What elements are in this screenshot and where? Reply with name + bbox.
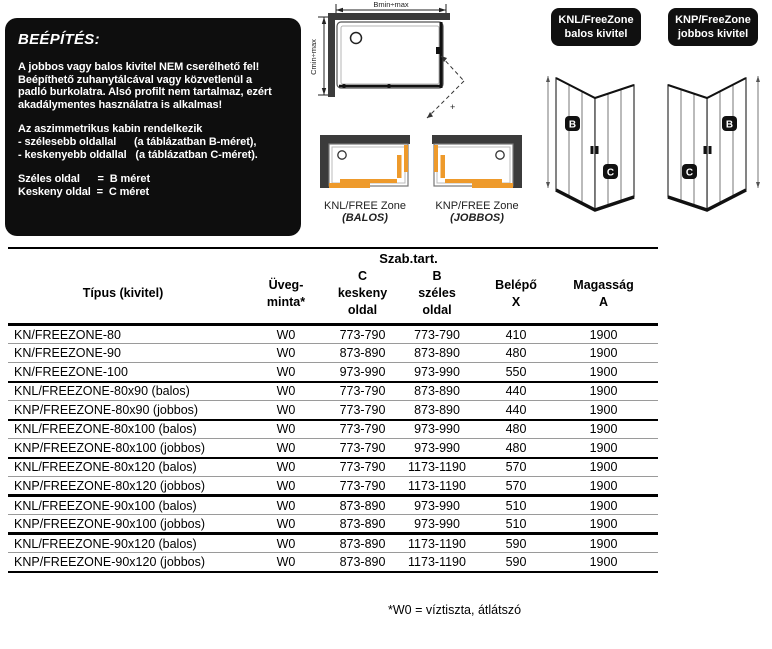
col-header-b-szeles: B széles oldal	[391, 268, 483, 325]
info-line: - keskenyebb oldallal (a táblázatban C-méret).	[18, 148, 258, 161]
shower-tray	[337, 22, 443, 88]
orange-door-bar	[404, 145, 408, 172]
empty-header	[8, 248, 238, 268]
value-cell: 1900	[549, 496, 658, 515]
table-row	[8, 515, 658, 534]
b-dimension-label: Bmin÷max	[373, 0, 409, 9]
value-cell: 590	[483, 553, 549, 572]
svg-text:B: B	[725, 119, 734, 131]
value-cell: 1900	[549, 401, 658, 420]
value-cell: 973-990	[391, 515, 483, 534]
value-cell: 773-790	[391, 325, 483, 344]
value-cell: W0	[238, 363, 334, 382]
variant-badge-line: KNP/FreeZone	[675, 14, 751, 26]
info-line: Az aszimmetrikus kabin rendelkezik	[18, 123, 203, 136]
iso-diagram-knp	[659, 68, 764, 223]
type-cell: KNP/FREEZONE-90x120 (jobbos)	[8, 553, 238, 572]
table-row	[8, 325, 658, 344]
variant-badge-line: jobbos kivitel	[677, 28, 749, 40]
type-cell: KN/FREEZONE-80	[8, 325, 238, 344]
value-cell: 973-990	[391, 439, 483, 458]
empty-header	[549, 248, 658, 268]
value-cell: W0	[238, 534, 334, 553]
value-cell: 1173-1190	[391, 553, 483, 572]
value-cell: W0	[238, 344, 334, 363]
value-cell: 410	[483, 325, 549, 344]
value-cell: 873-890	[334, 515, 391, 534]
value-cell: 550	[483, 363, 549, 382]
mini-diagram-knl	[310, 134, 420, 224]
glass-footnote: *W0 = víztiszta, átlátszó	[388, 603, 522, 617]
door-handle	[436, 47, 440, 54]
info-line: A jobbos vagy balos kivitel NEM cserélhető fel!	[18, 61, 260, 73]
value-cell: 773-790	[334, 458, 391, 477]
variant-badge-knp	[668, 8, 758, 46]
table-row	[8, 344, 658, 363]
spec-table	[8, 247, 658, 573]
value-cell: 1900	[549, 553, 658, 572]
knp-diagram-subtitle: (JOBBOS)	[450, 212, 504, 224]
value-cell: 973-990	[391, 420, 483, 439]
table-row	[8, 420, 658, 439]
svg-text:C: C	[685, 167, 694, 179]
value-cell: 773-790	[334, 439, 391, 458]
type-cell: KNP/FREEZONE-80x100 (jobbos)	[8, 439, 238, 458]
knl-iso-drawing	[543, 68, 643, 218]
iso-diagram-knl	[543, 68, 643, 223]
value-cell: 773-790	[334, 382, 391, 401]
value-cell: 1900	[549, 515, 658, 534]
knl-diagram-subtitle: (BALOS)	[342, 212, 388, 224]
info-paragraph-1	[18, 61, 288, 111]
svg-text:C: C	[606, 167, 615, 179]
value-cell: 873-890	[334, 534, 391, 553]
table-row	[8, 401, 658, 420]
value-cell: 1900	[549, 363, 658, 382]
table-row	[8, 534, 658, 553]
value-cell: 873-890	[334, 553, 391, 572]
knp-iso-drawing	[659, 68, 764, 218]
type-cell: KN/FREEZONE-100	[8, 363, 238, 382]
knp-diagram-title: KNP/FREE Zone	[435, 200, 519, 212]
value-cell: 973-990	[334, 363, 391, 382]
table-span-header-row	[8, 248, 658, 268]
value-cell: 1900	[549, 382, 658, 401]
knl-plan-drawing	[316, 134, 414, 192]
type-cell: KNP/FREEZONE-80x90 (jobbos)	[8, 401, 238, 420]
value-cell: W0	[238, 553, 334, 572]
value-cell: 1173-1190	[391, 534, 483, 553]
value-cell: 480	[483, 344, 549, 363]
table-row	[8, 382, 658, 401]
left-wall	[328, 13, 335, 97]
value-cell: 773-790	[334, 420, 391, 439]
value-cell: 973-990	[391, 363, 483, 382]
value-cell: W0	[238, 496, 334, 515]
table-row	[8, 458, 658, 477]
span-header-szab-tart: Szab.tart.	[334, 248, 483, 268]
empty-header	[238, 248, 334, 268]
value-cell: 1173-1190	[391, 477, 483, 496]
plan-view-diagram	[303, 0, 483, 135]
svg-text:B: B	[568, 119, 577, 131]
table-row	[8, 363, 658, 382]
value-cell: 1173-1190	[391, 458, 483, 477]
value-cell: 873-890	[391, 401, 483, 420]
spec-table-body	[8, 325, 658, 572]
mini-diagram-knp	[422, 134, 532, 224]
top-wall	[328, 13, 450, 20]
door-handle	[591, 146, 594, 154]
installation-info-box	[5, 18, 301, 236]
table-row	[8, 439, 658, 458]
col-header-belepo-x: Belépő X	[483, 268, 549, 325]
value-cell: 440	[483, 401, 549, 420]
plan-view-drawing	[303, 0, 483, 130]
table-header-row	[8, 268, 658, 325]
orange-door-bar	[329, 183, 370, 188]
value-cell: 873-890	[334, 344, 391, 363]
info-line: Keskeny oldal = C méret	[18, 185, 150, 198]
value-cell: W0	[238, 458, 334, 477]
drain-circle	[338, 151, 346, 159]
table-row	[8, 477, 658, 496]
value-cell: W0	[238, 325, 334, 344]
value-cell: 590	[483, 534, 549, 553]
value-cell: 1900	[549, 534, 658, 553]
value-cell: 1900	[549, 420, 658, 439]
variant-badge-line: balos kivitel	[564, 28, 628, 40]
value-cell: W0	[238, 439, 334, 458]
type-cell: KNL/FREEZONE-90x100 (balos)	[8, 496, 238, 515]
value-cell: 1900	[549, 458, 658, 477]
type-cell: KNL/FREEZONE-80x90 (balos)	[8, 382, 238, 401]
knl-diagram-title: KNL/FREE Zone	[324, 200, 406, 212]
value-cell: W0	[238, 382, 334, 401]
value-cell: 510	[483, 496, 549, 515]
value-cell: 570	[483, 458, 549, 477]
value-cell: W0	[238, 515, 334, 534]
info-line: akadálymentes használatra is alkalmas!	[18, 98, 223, 111]
value-cell: 873-890	[391, 382, 483, 401]
col-header-c-keskeny: C keskeny oldal	[334, 268, 391, 325]
knp-plan-drawing	[428, 134, 526, 192]
value-cell: 1900	[549, 439, 658, 458]
value-cell: 480	[483, 420, 549, 439]
orange-door-bar	[397, 155, 402, 178]
value-cell: 873-890	[391, 344, 483, 363]
col-header-tipus: Típus (kivitel)	[8, 268, 238, 325]
value-cell: W0	[238, 420, 334, 439]
type-cell: KNL/FREEZONE-80x100 (balos)	[8, 420, 238, 439]
value-cell: W0	[238, 401, 334, 420]
drain-circle	[351, 33, 362, 44]
col-header-uvegminta: Üveg- minta*	[238, 268, 334, 325]
info-line: - szélesebb oldallal (a táblázatban B-méret),	[18, 135, 257, 148]
type-cell: KN/FREEZONE-90	[8, 344, 238, 363]
value-cell: 1900	[549, 325, 658, 344]
info-line: padló burkolatra. Alsó profilt nem tartalmaz, ezért	[18, 86, 272, 99]
type-cell: KNL/FREEZONE-80x120 (balos)	[8, 458, 238, 477]
value-cell: 973-990	[391, 496, 483, 515]
door-handle	[596, 146, 599, 154]
col-header-magassag-a: Magasság A	[549, 268, 658, 325]
value-cell: 873-890	[334, 496, 391, 515]
type-cell: KNP/FREEZONE-80x120 (jobbos)	[8, 477, 238, 496]
info-box-title: BEÉPÍTÉS:	[18, 31, 100, 48]
variant-badge-knl	[551, 8, 641, 46]
variant-badge-line: KNL/FreeZone	[558, 14, 634, 26]
table-row	[8, 553, 658, 572]
orange-door-bar	[340, 179, 397, 183]
info-paragraph-3	[18, 173, 288, 198]
value-cell: 480	[483, 439, 549, 458]
value-cell: 773-790	[334, 477, 391, 496]
info-paragraph-2	[18, 123, 288, 161]
value-cell: 773-790	[334, 401, 391, 420]
value-cell: 773-790	[334, 325, 391, 344]
value-cell: 1900	[549, 477, 658, 496]
c-dimension-label: Cmin÷max	[309, 39, 318, 75]
value-cell: W0	[238, 477, 334, 496]
value-cell: 570	[483, 477, 549, 496]
empty-header	[483, 248, 549, 268]
info-line: Beépíthető zuhanytálcával vagy közvetlenül a	[18, 73, 253, 86]
value-cell: 440	[483, 382, 549, 401]
value-cell: 1900	[549, 344, 658, 363]
type-cell: KNL/FREEZONE-90x120 (balos)	[8, 534, 238, 553]
plus-sign: +	[450, 102, 456, 112]
type-cell: KNP/FREEZONE-90x100 (jobbos)	[8, 515, 238, 534]
info-line: Széles oldal = B méret	[18, 173, 151, 186]
table-row	[8, 496, 658, 515]
value-cell: 510	[483, 515, 549, 534]
